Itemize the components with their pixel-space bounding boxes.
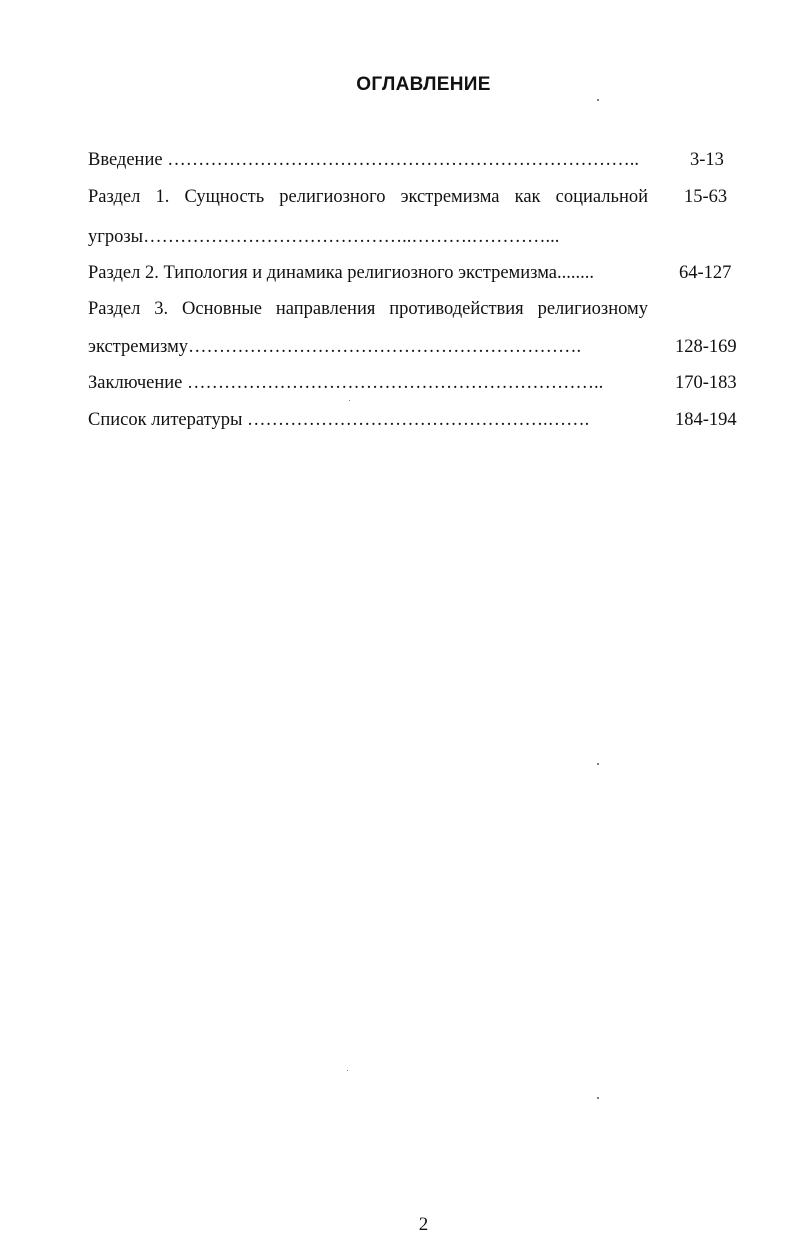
toc-entry-section3-line2: экстремизму………………………………………………………. bbox=[88, 337, 582, 357]
toc-entry-section1-line2: угрозы……………………………………..……….…………... bbox=[88, 227, 560, 247]
toc-entry-section3-line1: Раздел 3. Основные направления противодействия религиозному bbox=[88, 299, 648, 319]
toc-entry-section1-line1: Раздел 1. Сущность религиозного экстремизма как социальной bbox=[88, 187, 648, 207]
toc-entry-conclusion-pages: 170-183 bbox=[675, 373, 737, 393]
toc-entry-references-line: Список литературы ………………………………………….……. bbox=[88, 410, 590, 430]
page-number: 2 bbox=[418, 1214, 429, 1235]
scan-speck bbox=[347, 1070, 348, 1071]
scan-speck bbox=[597, 99, 599, 101]
toc-entry-section1-pages: 15-63 bbox=[684, 187, 728, 207]
page-title: ОГЛАВЛЕНИЕ bbox=[356, 74, 491, 95]
toc-entry-intro-line: Введение ………………………………………………………………….. bbox=[88, 150, 639, 170]
toc-entry-section3-pages: 128-169 bbox=[675, 337, 737, 357]
toc-entry-intro-pages: 3-13 bbox=[690, 150, 724, 170]
scan-speck bbox=[597, 763, 599, 765]
scan-speck bbox=[597, 1097, 599, 1099]
scan-speck bbox=[349, 400, 350, 401]
toc-entry-references-pages: 184-194 bbox=[675, 410, 737, 430]
toc-entry-conclusion-line: Заключение ………………………………………………………….. bbox=[88, 373, 604, 393]
toc-entry-section2-line: Раздел 2. Типология и динамика религиозного экстремизма........ bbox=[88, 263, 594, 283]
toc-entry-section2-pages: 64-127 bbox=[679, 263, 732, 283]
